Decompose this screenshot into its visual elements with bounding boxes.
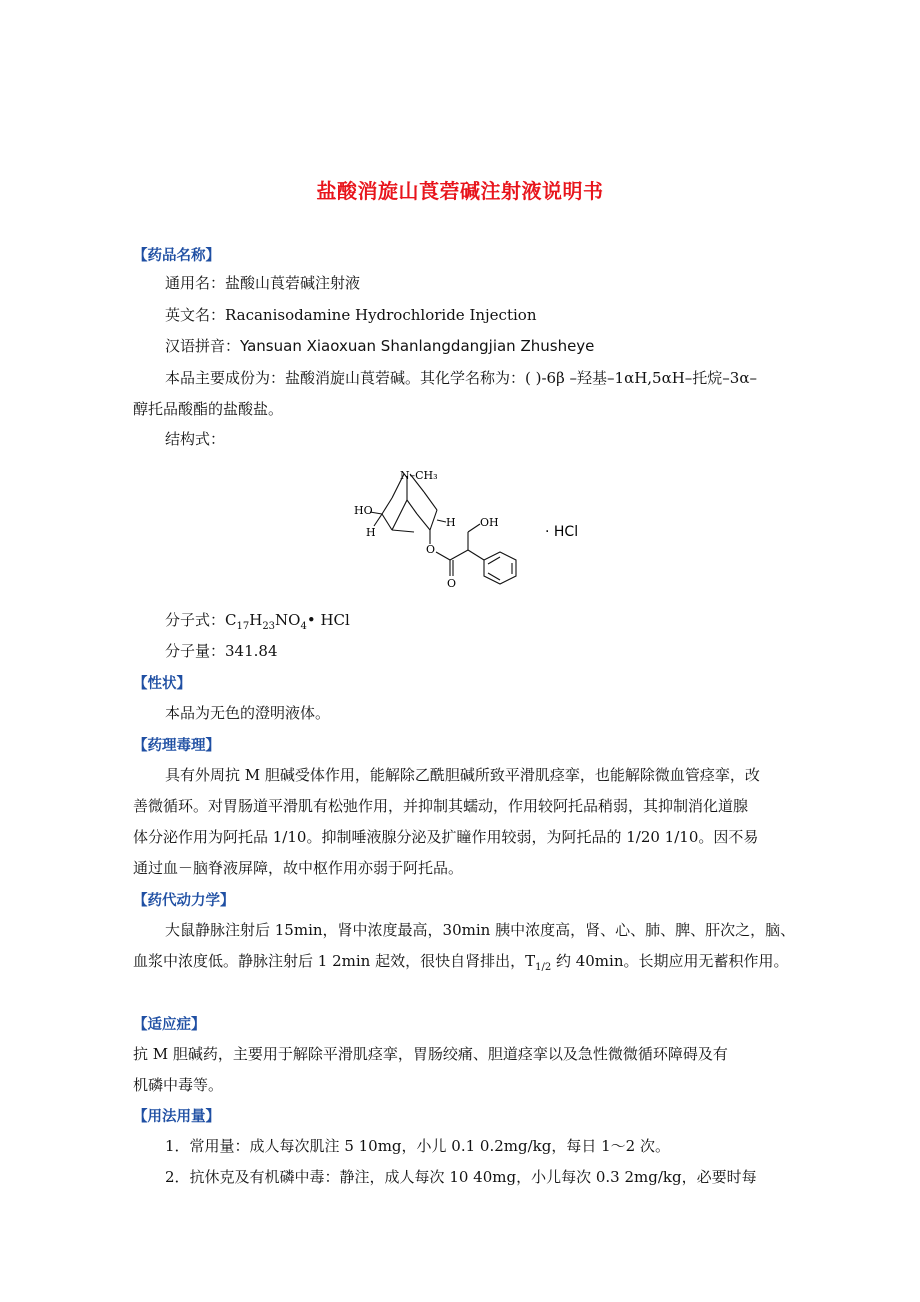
struct-label-o-ester: O <box>426 543 436 556</box>
pk-line2-a: 血浆中浓度低。静脉注射后 1 2min 起效，很快自肾排出，T <box>133 952 536 970</box>
pharmacokinetics-line-2 <box>133 951 789 978</box>
english-name: 英文名：Racanisodamine Hydrochloride Injection <box>165 306 537 324</box>
character-text: 本品为无色的澄明液体。 <box>165 704 331 722</box>
heading-indications: 【适应症】 <box>133 1017 206 1033</box>
dosage-line: 2．抗休克及有机磷中毒：静注，成人每次 10 40mg，小儿每次 0.3 2mg/kg，必要时每 <box>165 1168 757 1186</box>
heading-drug-name: 【药品名称】 <box>133 248 220 264</box>
composition-line-1: 本品主要成份为：盐酸消旋山莨菪碱。其化学名称为：( )-6β –羟基–1αH,5αH–托烷–3α– <box>165 369 757 387</box>
molecular-formula <box>165 610 350 637</box>
struct-label-hcl: · HCl <box>545 524 579 540</box>
composition-line-2: 醇托品酸酯的盐酸盐。 <box>133 400 284 418</box>
struct-label-ho: HO <box>354 504 373 517</box>
formula-h: H <box>249 611 263 629</box>
pinyin-label: 汉语拼音： <box>165 337 241 355</box>
structural-formula <box>352 452 612 592</box>
pharmacology-line: 体分泌作用为阿托品 1/10。抑制唾液腺分泌及扩瞳作用较弱，为阿托品的 1/20 1/10。因不易 <box>133 828 759 846</box>
pharmacology-line: 善微循环。对胃肠道平滑肌有松弛作用，并抑制其蠕动，作用较阿托品稍弱，其抑制消化道腺 <box>133 797 749 815</box>
heading-pharmacology: 【药理毒理】 <box>133 738 220 754</box>
dosage-line: 1．常用量：成人每次肌注 5 10mg，小儿 0.1 0.2mg/kg，每日 1～2 次。 <box>165 1137 670 1155</box>
formula-no: NO <box>275 611 301 629</box>
pinyin-name <box>165 336 594 356</box>
struct-label-oh: OH <box>480 516 499 529</box>
struct-label-h-right: H <box>446 516 456 529</box>
pk-line2-b: 约 40min。长期应用无蓄积作用。 <box>551 952 789 970</box>
pharmacokinetics-line-1: 大鼠静脉注射后 15min，肾中浓度最高，30min 胰中浓度高，肾、心、肺、脾、肝次之，脑、 <box>165 921 796 939</box>
heading-pharmacokinetics: 【药代动力学】 <box>133 893 235 909</box>
generic-name: 通用名：盐酸山莨菪碱注射液 <box>165 274 361 292</box>
formula-suffix: • HCl <box>306 611 350 629</box>
struct-label-methyl: N–CH₃ <box>400 469 438 482</box>
pk-half-life-sub: 1/2 <box>535 962 552 973</box>
indications-line: 抗 M 胆碱药，主要用于解除平滑肌痉挛，胃肠绞痛、胆道痉挛以及急性微微循环障碍及有 <box>133 1045 728 1063</box>
document-title: 盐酸消旋山莨菪碱注射液说明书 <box>316 179 604 203</box>
heading-dosage: 【用法用量】 <box>133 1109 220 1125</box>
pharmacology-line: 通过血－脑脊液屏障，故中枢作用亦弱于阿托品。 <box>133 859 464 877</box>
pharmacology-line: 具有外周抗 M 胆碱受体作用，能解除乙酰胆碱所致平滑肌痉挛，也能解除微血管痉挛，改 <box>165 766 760 784</box>
struct-label-h-left: H <box>366 526 376 539</box>
formula-prefix: 分子式：C <box>165 611 237 629</box>
struct-label-o-carbonyl: O <box>447 577 457 590</box>
formula-sub-c: 17 <box>236 621 250 632</box>
indications-line: 机磷中毒等。 <box>133 1076 224 1094</box>
structure-label: 结构式： <box>165 430 226 448</box>
heading-character: 【性状】 <box>133 676 191 692</box>
formula-sub-o: 4 <box>300 621 307 632</box>
formula-sub-h: 23 <box>262 621 276 632</box>
molecular-weight: 分子量：341.84 <box>165 642 278 660</box>
pinyin-value: Yansuan Xiaoxuan Shanlangdangjian Zhusheye <box>240 337 595 355</box>
